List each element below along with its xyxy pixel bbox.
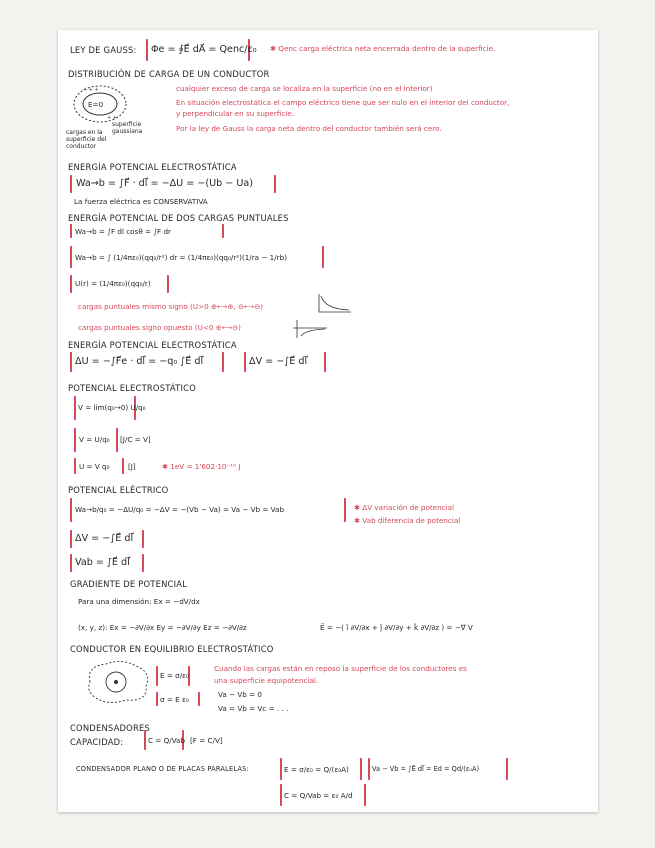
gradiente-vector: E⃗ = −( î ∂V/∂x + ĵ ∂V/∂y + k̂ ∂V/∂z ) = −∇⃗ V <box>320 623 473 632</box>
electronvolt-note: ✱ 1eV = 1'602·10⁻¹⁹ J <box>162 462 241 471</box>
pot-electrico-formula2: ΔV = −∫E⃗ dl⃗ <box>75 533 134 544</box>
equilibrio-line-2: una superficie equipotencial. <box>214 676 319 685</box>
svg-text:+ +: + + <box>107 115 117 121</box>
placas-formula2: Va − Vb = ∫E⃗ dl⃗ = Ed = Qd/(ε₀A) <box>372 765 480 773</box>
energia2-formula3: U(r) = (1/4πε₀)(qq₀/r) <box>75 279 151 288</box>
surface-charge-label: cargas en la superficie del conductor <box>66 129 107 150</box>
gradiente-3d: (x, y, z): Ex = −∂V/∂x Ey = −∂V/∂y Ez = −∂V/∂z <box>78 623 247 632</box>
energia3-formula1: ΔU = −∫F⃗e · dl⃗ = −q₀ ∫E⃗ dl⃗ <box>75 356 204 367</box>
potencial-formula2: V = U/q₀ <box>79 435 110 444</box>
equilibrium-conductor-icon <box>82 658 156 706</box>
energia3-title: ENERGÍA POTENCIAL ELECTROSTÁTICA <box>68 340 237 350</box>
equilibrio-line-3: Va − Vb = 0 <box>218 690 262 699</box>
dist-line-2: En situación electrostática el campo eléctrico tiene que ser nulo en el interior del conductor, <box>176 98 510 107</box>
repulsive-curve-icon <box>315 292 353 314</box>
dist-line-1: cualquier exceso de carga se localiza en la superficie (no en el interior) <box>176 84 433 93</box>
equilibrio-line-4: Va = Vb = Vc = . . . <box>218 704 289 713</box>
potencial-formula3: U = V q₀ <box>79 462 110 471</box>
energia3-formula2: ΔV = −∫E⃗ dl⃗ <box>249 356 308 367</box>
gauss-title: LEY DE GAUSS: <box>70 45 137 55</box>
placas-formula1: E = σ/ε₀ = Q/(ε₀A) <box>284 765 349 774</box>
energia1-note: La fuerza eléctrica es CONSERVATIVA <box>74 197 208 206</box>
gaussian-surface-label: superficie gaussiana <box>112 121 143 135</box>
equilibrio-line-1: Cuando las cargas están en reposo la superficie de los conductores es <box>214 664 467 673</box>
equilibrio-formula2: σ = E ε₀ <box>160 695 189 704</box>
same-sign-note: cargas puntuales mismo signo (U>0 ⊕⟷⊕, ⊖⟷⊖) <box>78 302 264 311</box>
pot-electrico-formula1: Wa→b/q₀ = −ΔU/q₀ = −ΔV = −(Vb − Va) = Va − Vb = Vab <box>75 505 285 514</box>
delta-v-note: ✱ ΔV variación de potencial <box>354 503 455 512</box>
energia1-title: ENERGÍA POTENCIAL ELECTROSTÁTICA <box>68 162 237 172</box>
opposite-sign-note: cargas puntuales signo opuesto (U<0 ⊕⟷⊖) <box>78 323 241 332</box>
energia2-formula1: Wa→b = ∫F dl cosθ = ∫F dr <box>75 227 171 236</box>
gradiente-title: GRADIENTE DE POTENCIAL <box>70 579 188 589</box>
equilibrio-formula1: E = σ/ε₀ <box>160 671 189 680</box>
capacidad-formula: C = Q/Vab <box>148 736 186 745</box>
potencial-formula1: V = lim(q₀→0) U/q₀ <box>78 403 146 412</box>
gauss-formula: Φe = ∮E⃗ dA⃗ = Qenc/ε₀ <box>151 44 257 55</box>
potencial-unit3: [J] <box>128 462 136 471</box>
inner-field-label: E=0 <box>88 100 104 109</box>
vab-note: ✱ Vab diferencia de potencial <box>354 516 461 525</box>
gradiente-1d: Para una dimensión: Ex = −dV/dx <box>78 597 200 606</box>
attractive-curve-icon <box>293 318 329 340</box>
placas-label: CONDENSADOR PLANO O DE PLACAS PARALELAS: <box>76 765 249 773</box>
gauss-note: ✱ Qenc carga eléctrica neta encerrada dentro de la superficie. <box>270 44 496 53</box>
energia1-formula: Wa→b = ∫F⃗ · dl⃗ = −ΔU = −(Ub − Ua) <box>76 178 254 189</box>
potencial-unit2: [J/C = V] <box>120 435 151 444</box>
capacidad-unit: [F = C/V] <box>190 736 223 745</box>
equilibrio-title: CONDUCTOR EN EQUILIBRIO ELECTROSTÁTICO <box>70 644 274 654</box>
potencial-title: POTENCIAL ELECTROSTÁTICO <box>68 383 196 393</box>
capacidad-label: CAPACIDAD: <box>70 737 124 747</box>
placas-formula3: C = Q/Vab = ε₀ A/d <box>284 791 353 800</box>
dist-line-3: y perpendicular en su superficie. <box>176 109 294 118</box>
energia2-title: ENERGÍA POTENCIAL DE DOS CARGAS PUNTUALES <box>68 213 289 223</box>
conductor-dist-title: DISTRIBUCIÓN DE CARGA DE UN CONDUCTOR <box>68 69 270 79</box>
svg-text:+ + +: + + + <box>83 87 99 93</box>
energia2-formula2: Wa→b = ∫ (1/4πε₀)(qq₀/r²) dr = (1/4πε₀)(qq₀/r²)(1/ra − 1/rb) <box>75 253 287 262</box>
pot-electrico-formula3: Vab = ∫E⃗ dl⃗ <box>75 557 130 568</box>
condensadores-title: CONDENSADORES <box>70 723 150 733</box>
dist-line-4: Por la ley de Gauss la carga neta dentro del conductor también será cero. <box>176 124 442 133</box>
notes-page <box>58 30 598 812</box>
pot-electrico-title: POTENCIAL ELÉCTRICO <box>68 485 169 495</box>
